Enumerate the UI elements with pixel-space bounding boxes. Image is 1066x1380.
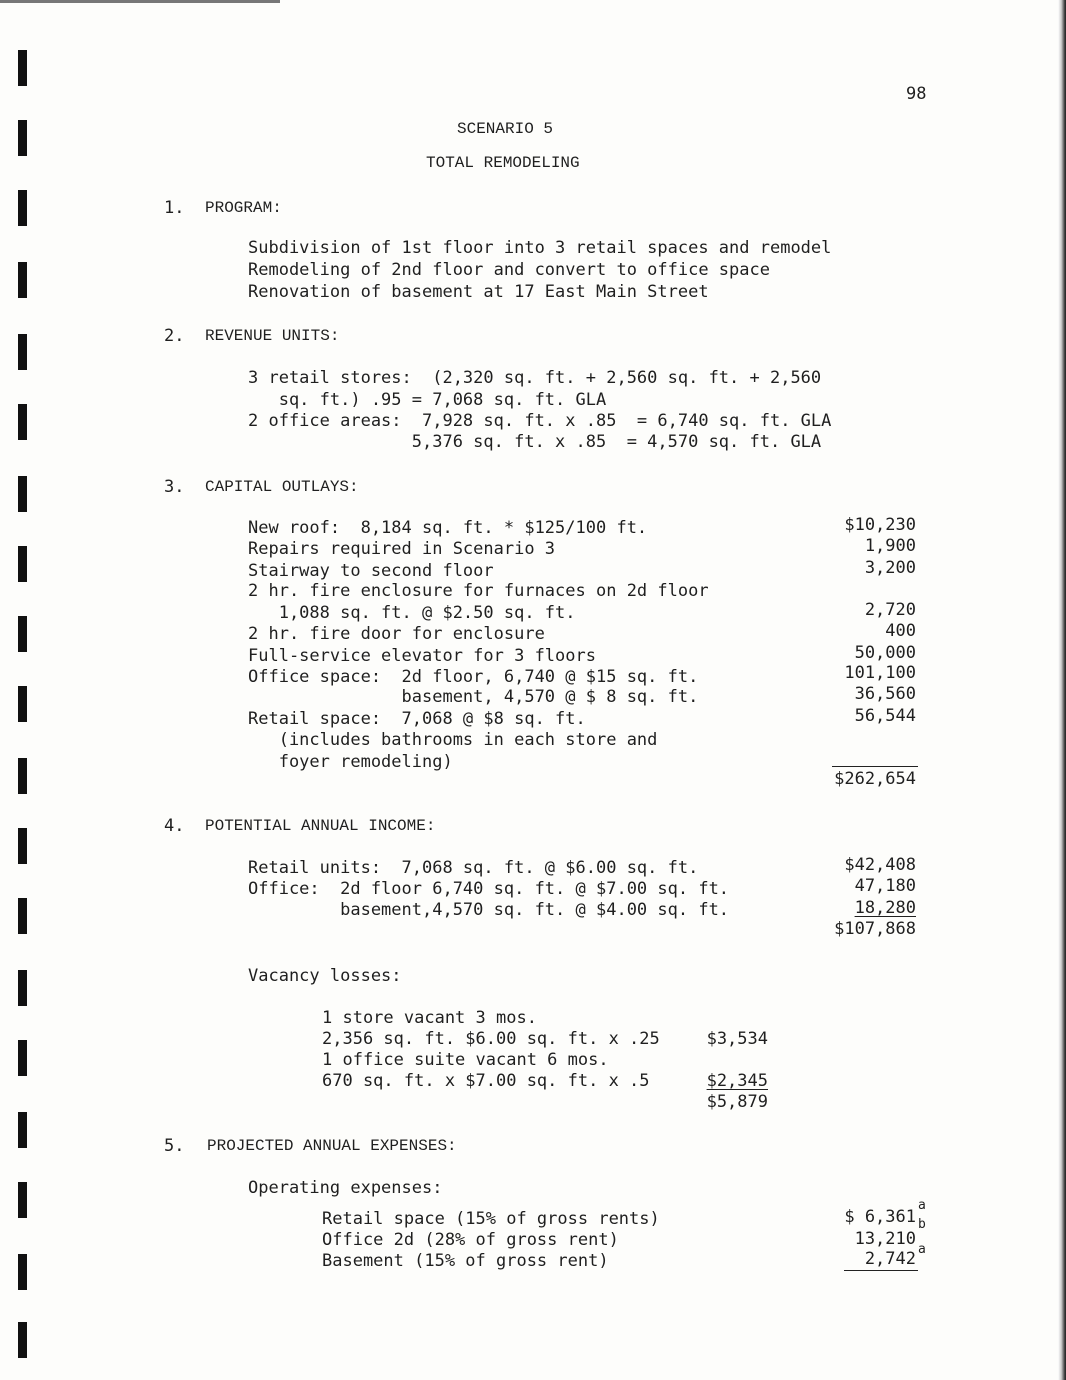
section-number: 4. xyxy=(164,816,185,836)
binding-mark xyxy=(18,828,27,864)
vacancy-heading: Vacancy losses: xyxy=(248,966,402,986)
income-amount: $42,408 xyxy=(844,855,916,875)
binding-mark xyxy=(18,476,27,512)
income-label: Office: 2d floor 6,740 sq. ft. @ $7.00 sq. ft. xyxy=(248,879,730,899)
expense-label: Office 2d (28% of gross rent) xyxy=(322,1230,619,1250)
outlay-amount: 2,720 xyxy=(864,600,916,620)
vacancy-label: 1 store vacant 3 mos. xyxy=(322,1008,537,1028)
outlay-amount: $10,230 xyxy=(844,515,916,535)
binding-mark xyxy=(18,404,27,440)
footnote-marker: b xyxy=(918,1217,926,1232)
section-number: 5. xyxy=(164,1136,185,1156)
outlay-label: Full-service elevator for 3 floors xyxy=(248,646,596,666)
binding-mark xyxy=(18,546,27,582)
expense-amount: 13,210 xyxy=(854,1229,916,1249)
binding-mark xyxy=(18,1112,27,1148)
section-heading: PROJECTED ANNUAL EXPENSES: xyxy=(207,1137,457,1155)
outlay-label: 1,088 sq. ft. @ $2.50 sq. ft. xyxy=(248,603,576,623)
outlay-label: basement, 4,570 @ $ 8 sq. ft. xyxy=(248,687,699,707)
income-label: Retail units: 7,068 sq. ft. @ $6.00 sq. ft. xyxy=(248,858,699,878)
outlay-label: 2 hr. fire enclosure for furnaces on 2d floor xyxy=(248,581,709,601)
program-line: Subdivision of 1st floor into 3 retail spaces and remodel xyxy=(248,238,832,258)
outlay-label: Stairway to second floor xyxy=(248,561,494,581)
vacancy-label: 670 sq. ft. x $7.00 sq. ft. x .5 xyxy=(322,1071,650,1091)
vacancy-amount: $3,534 xyxy=(706,1029,768,1049)
program-line: Remodeling of 2nd floor and convert to office space xyxy=(248,260,770,280)
outlay-label: Repairs required in Scenario 3 xyxy=(248,539,556,559)
vacancy-label: 1 office suite vacant 6 mos. xyxy=(322,1050,609,1070)
binding-mark xyxy=(18,898,27,934)
outlay-label: 2 hr. fire door for enclosure xyxy=(248,624,545,644)
expense-rule xyxy=(844,1270,918,1271)
footnote-marker: a xyxy=(918,1198,926,1213)
outlay-amount: 36,560 xyxy=(854,684,916,704)
vacancy-total: $5,879 xyxy=(706,1092,768,1112)
binding-mark xyxy=(18,190,27,226)
expense-label: Basement (15% of gross rent) xyxy=(322,1251,609,1271)
section-number: 2. xyxy=(164,326,185,346)
binding-mark xyxy=(18,334,27,370)
program-line: Renovation of basement at 17 East Main Street xyxy=(248,282,709,302)
binding-mark xyxy=(18,616,27,652)
revenue-line: 5,376 sq. ft. x .85 = 4,570 sq. ft. GLA xyxy=(248,432,822,452)
binding-mark xyxy=(18,686,27,722)
section-heading: CAPITAL OUTLAYS: xyxy=(205,478,359,496)
outlay-total: $262,654 xyxy=(834,769,916,789)
outlay-amount: 101,100 xyxy=(844,663,916,683)
footnote-marker: a xyxy=(918,1242,926,1257)
expense-label: Retail space (15% of gross rents) xyxy=(322,1209,660,1229)
expenses-subheading: Operating expenses: xyxy=(248,1178,443,1198)
revenue-line: sq. ft.) .95 = 7,068 sq. ft. GLA xyxy=(248,390,607,410)
outlay-label: (includes bathrooms in each store and xyxy=(248,730,658,750)
scan-top-edge xyxy=(0,0,280,3)
section-heading: REVENUE UNITS: xyxy=(205,327,340,345)
revenue-line: 2 office areas: 7,928 sq. ft. x .85 = 6,740 sq. ft. GLA xyxy=(248,411,832,431)
total-rule xyxy=(832,766,918,767)
vacancy-label: 2,356 sq. ft. $6.00 sq. ft. x .25 xyxy=(322,1029,660,1049)
section-heading: PROGRAM: xyxy=(205,199,282,217)
page-subtitle: TOTAL REMODELING xyxy=(426,154,580,172)
binding-mark xyxy=(18,1322,27,1358)
binding-mark xyxy=(18,50,27,86)
outlay-amount: 400 xyxy=(885,621,916,641)
revenue-line: 3 retail stores: (2,320 sq. ft. + 2,560 sq. ft. + 2,560 xyxy=(248,368,822,388)
section-number: 1. xyxy=(164,198,185,218)
outlay-label: Office space: 2d floor, 6,740 @ $15 sq. ft. xyxy=(248,667,699,687)
binding-mark xyxy=(18,1182,27,1218)
outlay-amount: 3,200 xyxy=(864,558,916,578)
income-amount: 18,280 xyxy=(854,898,916,918)
section-heading: POTENTIAL ANNUAL INCOME: xyxy=(205,817,436,835)
binding-mark xyxy=(18,262,27,298)
vacancy-amount: $2,345 xyxy=(706,1071,768,1091)
binding-mark xyxy=(18,970,27,1006)
outlay-label: New roof: 8,184 sq. ft. * $125/100 ft. xyxy=(248,518,648,538)
outlay-amount: 56,544 xyxy=(854,706,916,726)
income-total: $107,868 xyxy=(834,919,916,939)
binding-mark xyxy=(18,758,27,794)
binding-mark xyxy=(18,120,27,156)
income-amount: 47,180 xyxy=(854,876,916,896)
expense-amount: $ 6,361 xyxy=(844,1207,916,1227)
outlay-label: foyer remodeling) xyxy=(248,752,453,772)
page-number: 98 xyxy=(906,84,927,104)
outlay-amount: 1,900 xyxy=(864,536,916,556)
page-right-edge-shadow xyxy=(1058,0,1066,1380)
binding-mark xyxy=(18,1040,27,1076)
page-title: SCENARIO 5 xyxy=(457,120,554,138)
section-number: 3. xyxy=(164,477,185,497)
outlay-amount: 50,000 xyxy=(854,643,916,663)
outlay-label: Retail space: 7,068 @ $8 sq. ft. xyxy=(248,709,586,729)
expense-amount: 2,742 xyxy=(864,1249,916,1269)
income-label: basement,4,570 sq. ft. @ $4.00 sq. ft. xyxy=(248,900,730,920)
binding-mark xyxy=(18,1254,27,1290)
